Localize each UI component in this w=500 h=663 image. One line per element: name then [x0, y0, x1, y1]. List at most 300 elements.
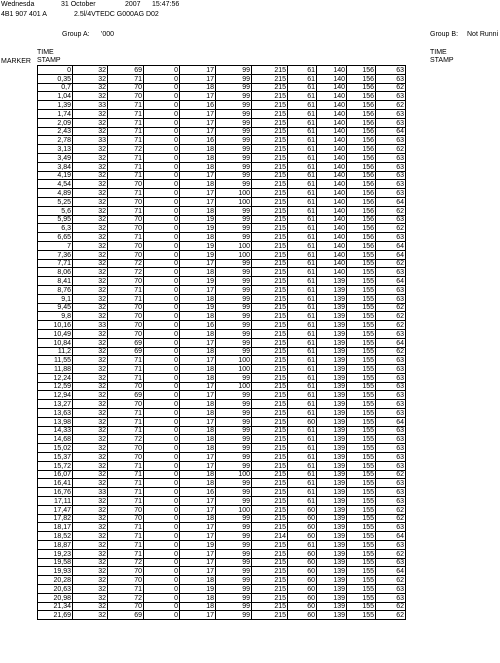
value-cell: 139 — [317, 558, 347, 567]
value-cell: 70 — [108, 505, 144, 514]
value-cell: 99 — [216, 541, 252, 550]
value-cell: 61 — [288, 356, 317, 365]
value-cell: 32 — [73, 611, 108, 620]
value-cell: 71 — [108, 523, 144, 532]
value-cell: 18 — [180, 593, 216, 602]
time-stamp-cell: 16,76 — [38, 488, 73, 497]
time-stamp-cell: 0,7 — [38, 83, 73, 92]
value-cell: 64 — [376, 277, 406, 286]
table-row — [38, 109, 406, 118]
time-stamp-cell: 4,54 — [38, 180, 73, 189]
value-cell: 99 — [216, 101, 252, 110]
value-cell: 99 — [216, 215, 252, 224]
value-cell: 99 — [216, 567, 252, 576]
table-row — [38, 224, 406, 233]
value-cell: 64 — [376, 338, 406, 347]
value-cell: 61 — [288, 329, 317, 338]
value-cell: 0 — [144, 197, 180, 206]
value-cell: 215 — [252, 400, 288, 409]
value-cell: 32 — [73, 338, 108, 347]
value-cell: 71 — [108, 488, 144, 497]
value-cell: 32 — [73, 576, 108, 585]
value-cell: 32 — [73, 66, 108, 75]
value-cell: 60 — [288, 602, 317, 611]
value-cell: 62 — [376, 259, 406, 268]
value-cell: 0 — [144, 373, 180, 382]
time-stamp-cell: 8,76 — [38, 285, 73, 294]
value-cell: 63 — [376, 391, 406, 400]
value-cell: 32 — [73, 523, 108, 532]
value-cell: 215 — [252, 109, 288, 118]
value-cell: 99 — [216, 66, 252, 75]
value-cell: 18 — [180, 145, 216, 154]
table-row — [38, 189, 406, 198]
table-row — [38, 66, 406, 75]
table-row — [38, 101, 406, 110]
table-row — [38, 312, 406, 321]
value-cell: 62 — [376, 611, 406, 620]
table-row — [38, 83, 406, 92]
value-cell: 215 — [252, 505, 288, 514]
value-cell: 69 — [108, 347, 144, 356]
value-cell: 72 — [108, 259, 144, 268]
time-stamp-cell: 9,1 — [38, 294, 73, 303]
time-stamp-cell: 16,07 — [38, 470, 73, 479]
value-cell: 99 — [216, 444, 252, 453]
value-cell: 17 — [180, 532, 216, 541]
value-cell: 215 — [252, 277, 288, 286]
table-row — [38, 497, 406, 506]
value-cell: 63 — [376, 356, 406, 365]
value-cell: 140 — [317, 189, 347, 198]
value-cell: 64 — [376, 532, 406, 541]
value-cell: 139 — [317, 444, 347, 453]
value-cell: 139 — [317, 523, 347, 532]
value-cell: 63 — [376, 497, 406, 506]
value-cell: 17 — [180, 171, 216, 180]
value-cell: 0 — [144, 83, 180, 92]
value-cell: 215 — [252, 602, 288, 611]
value-cell: 63 — [376, 523, 406, 532]
value-cell: 70 — [108, 453, 144, 462]
value-cell: 0 — [144, 593, 180, 602]
value-cell: 215 — [252, 321, 288, 330]
value-cell: 139 — [317, 470, 347, 479]
value-cell: 0 — [144, 162, 180, 171]
value-cell: 18 — [180, 180, 216, 189]
value-cell: 71 — [108, 417, 144, 426]
time-stamp-cell: 4,89 — [38, 189, 73, 198]
value-cell: 61 — [288, 241, 317, 250]
value-cell: 71 — [108, 479, 144, 488]
value-cell: 0 — [144, 338, 180, 347]
value-cell: 155 — [347, 461, 376, 470]
value-cell: 60 — [288, 593, 317, 602]
value-cell: 139 — [317, 532, 347, 541]
value-cell: 155 — [347, 285, 376, 294]
value-cell: 140 — [317, 180, 347, 189]
value-cell: 0 — [144, 66, 180, 75]
value-cell: 17 — [180, 549, 216, 558]
value-cell: 215 — [252, 303, 288, 312]
value-cell: 70 — [108, 321, 144, 330]
time-stamp-cell: 2,09 — [38, 118, 73, 127]
value-cell: 0 — [144, 558, 180, 567]
value-cell: 32 — [73, 109, 108, 118]
value-cell: 17 — [180, 338, 216, 347]
year-label: 2007 — [125, 1, 141, 8]
value-cell: 156 — [347, 171, 376, 180]
value-cell: 155 — [347, 497, 376, 506]
value-cell: 156 — [347, 136, 376, 145]
value-cell: 140 — [317, 197, 347, 206]
value-cell: 32 — [73, 118, 108, 127]
table-row — [38, 206, 406, 215]
value-cell: 62 — [376, 312, 406, 321]
time-stamp-cell: 3,13 — [38, 145, 73, 154]
value-cell: 72 — [108, 268, 144, 277]
value-cell: 17 — [180, 109, 216, 118]
value-cell: 155 — [347, 567, 376, 576]
time-stamp-cell: 13,98 — [38, 417, 73, 426]
value-cell: 99 — [216, 277, 252, 286]
value-cell: 63 — [376, 118, 406, 127]
value-cell: 63 — [376, 435, 406, 444]
measurement-table-body — [38, 66, 406, 620]
value-cell: 99 — [216, 514, 252, 523]
value-cell: 16 — [180, 321, 216, 330]
value-cell: 215 — [252, 83, 288, 92]
value-cell: 61 — [288, 197, 317, 206]
value-cell: 0 — [144, 180, 180, 189]
value-cell: 140 — [317, 224, 347, 233]
value-cell: 64 — [376, 250, 406, 259]
value-cell: 62 — [376, 83, 406, 92]
value-cell: 71 — [108, 118, 144, 127]
time-stamp-cell: 7 — [38, 241, 73, 250]
value-cell: 155 — [347, 338, 376, 347]
value-cell: 60 — [288, 549, 317, 558]
value-cell: 61 — [288, 409, 317, 418]
value-cell: 18 — [180, 470, 216, 479]
table-row — [38, 391, 406, 400]
value-cell: 61 — [288, 268, 317, 277]
table-row — [38, 162, 406, 171]
value-cell: 215 — [252, 74, 288, 83]
value-cell: 0 — [144, 611, 180, 620]
time-stamp-cell: 1,74 — [38, 109, 73, 118]
value-cell: 99 — [216, 461, 252, 470]
value-cell: 72 — [108, 593, 144, 602]
table-row — [38, 171, 406, 180]
value-cell: 156 — [347, 241, 376, 250]
value-cell: 17 — [180, 66, 216, 75]
table-row — [38, 118, 406, 127]
time-stamp-cell: 21,69 — [38, 611, 73, 620]
value-cell: 32 — [73, 593, 108, 602]
value-cell: 71 — [108, 461, 144, 470]
value-cell: 70 — [108, 576, 144, 585]
value-cell: 33 — [73, 321, 108, 330]
value-cell: 99 — [216, 259, 252, 268]
value-cell: 215 — [252, 382, 288, 391]
value-cell: 17 — [180, 523, 216, 532]
time-stamp-cell: 10,84 — [38, 338, 73, 347]
value-cell: 61 — [288, 171, 317, 180]
value-cell: 63 — [376, 365, 406, 374]
table-row — [38, 532, 406, 541]
value-cell: 71 — [108, 285, 144, 294]
value-cell: 215 — [252, 541, 288, 550]
time-stamp-cell: 12,59 — [38, 382, 73, 391]
value-cell: 71 — [108, 206, 144, 215]
table-row — [38, 470, 406, 479]
value-cell: 63 — [376, 558, 406, 567]
value-cell: 155 — [347, 277, 376, 286]
value-cell: 17 — [180, 567, 216, 576]
value-cell: 140 — [317, 241, 347, 250]
time-stamp-cell: 8,06 — [38, 268, 73, 277]
value-cell: 99 — [216, 206, 252, 215]
time-stamp-cell: 8,41 — [38, 277, 73, 286]
value-cell: 69 — [108, 338, 144, 347]
value-cell: 63 — [376, 461, 406, 470]
value-cell: 63 — [376, 488, 406, 497]
table-row — [38, 321, 406, 330]
value-cell: 155 — [347, 470, 376, 479]
value-cell: 0 — [144, 382, 180, 391]
table-row — [38, 180, 406, 189]
value-cell: 155 — [347, 400, 376, 409]
value-cell: 32 — [73, 479, 108, 488]
value-cell: 60 — [288, 505, 317, 514]
time-stamp-cell: 15,37 — [38, 453, 73, 462]
value-cell: 215 — [252, 497, 288, 506]
value-cell: 0 — [144, 356, 180, 365]
value-cell: 71 — [108, 365, 144, 374]
value-cell: 99 — [216, 338, 252, 347]
value-cell: 32 — [73, 365, 108, 374]
value-cell: 215 — [252, 215, 288, 224]
value-cell: 99 — [216, 409, 252, 418]
value-cell: 215 — [252, 514, 288, 523]
value-cell: 17 — [180, 118, 216, 127]
table-row — [38, 277, 406, 286]
time-stamp-cell: 15,72 — [38, 461, 73, 470]
value-cell: 17 — [180, 611, 216, 620]
table-row — [38, 453, 406, 462]
value-cell: 0 — [144, 101, 180, 110]
value-cell: 99 — [216, 127, 252, 136]
value-cell: 18 — [180, 479, 216, 488]
value-cell: 32 — [73, 382, 108, 391]
value-cell: 32 — [73, 189, 108, 198]
value-cell: 99 — [216, 171, 252, 180]
value-cell: 17 — [180, 259, 216, 268]
value-cell: 32 — [73, 268, 108, 277]
value-cell: 61 — [288, 497, 317, 506]
value-cell: 99 — [216, 532, 252, 541]
value-cell: 0 — [144, 92, 180, 101]
value-cell: 139 — [317, 435, 347, 444]
table-row — [38, 611, 406, 620]
value-cell: 100 — [216, 356, 252, 365]
table-row — [38, 365, 406, 374]
value-cell: 99 — [216, 224, 252, 233]
value-cell: 32 — [73, 145, 108, 154]
value-cell: 0 — [144, 523, 180, 532]
value-cell: 215 — [252, 197, 288, 206]
value-cell: 61 — [288, 233, 317, 242]
value-cell: 155 — [347, 250, 376, 259]
time-stamp-cell: 13,27 — [38, 400, 73, 409]
value-cell: 62 — [376, 321, 406, 330]
table-row — [38, 338, 406, 347]
value-cell: 63 — [376, 215, 406, 224]
value-cell: 32 — [73, 241, 108, 250]
value-cell: 71 — [108, 233, 144, 242]
value-cell: 0 — [144, 259, 180, 268]
value-cell: 70 — [108, 312, 144, 321]
value-cell: 32 — [73, 206, 108, 215]
value-cell: 32 — [73, 602, 108, 611]
value-cell: 61 — [288, 321, 317, 330]
value-cell: 139 — [317, 365, 347, 374]
table-row — [38, 541, 406, 550]
value-cell: 63 — [376, 233, 406, 242]
time-stamp-cell: 5,6 — [38, 206, 73, 215]
value-cell: 60 — [288, 567, 317, 576]
value-cell: 63 — [376, 329, 406, 338]
value-cell: 71 — [108, 356, 144, 365]
value-cell: 0 — [144, 400, 180, 409]
value-cell: 155 — [347, 259, 376, 268]
time-stamp-header-left: TIME STAMP — [37, 49, 61, 64]
value-cell: 60 — [288, 576, 317, 585]
value-cell: 215 — [252, 611, 288, 620]
value-cell: 215 — [252, 329, 288, 338]
value-cell: 61 — [288, 444, 317, 453]
table-row — [38, 136, 406, 145]
value-cell: 99 — [216, 391, 252, 400]
value-cell: 63 — [376, 162, 406, 171]
table-row — [38, 153, 406, 162]
table-row — [38, 400, 406, 409]
value-cell: 0 — [144, 497, 180, 506]
value-cell: 63 — [376, 180, 406, 189]
value-cell: 100 — [216, 197, 252, 206]
value-cell: 215 — [252, 250, 288, 259]
time-stamp-cell: 12,24 — [38, 373, 73, 382]
value-cell: 0 — [144, 329, 180, 338]
value-cell: 0 — [144, 576, 180, 585]
value-cell: 100 — [216, 189, 252, 198]
value-cell: 62 — [376, 347, 406, 356]
value-cell: 70 — [108, 250, 144, 259]
value-cell: 0 — [144, 215, 180, 224]
value-cell: 71 — [108, 409, 144, 418]
value-cell: 70 — [108, 224, 144, 233]
value-cell: 63 — [376, 585, 406, 594]
value-cell: 215 — [252, 435, 288, 444]
table-row — [38, 435, 406, 444]
value-cell: 139 — [317, 400, 347, 409]
value-cell: 70 — [108, 567, 144, 576]
value-cell: 155 — [347, 549, 376, 558]
value-cell: 64 — [376, 417, 406, 426]
value-cell: 215 — [252, 153, 288, 162]
value-cell: 139 — [317, 514, 347, 523]
table-row — [38, 250, 406, 259]
value-cell: 156 — [347, 224, 376, 233]
value-cell: 139 — [317, 417, 347, 426]
value-cell: 63 — [376, 593, 406, 602]
value-cell: 18 — [180, 153, 216, 162]
measurement-table — [37, 65, 406, 620]
value-cell: 155 — [347, 558, 376, 567]
value-cell: 19 — [180, 541, 216, 550]
value-cell: 61 — [288, 83, 317, 92]
table-row — [38, 74, 406, 83]
time-stamp-cell: 21,34 — [38, 602, 73, 611]
value-cell: 99 — [216, 558, 252, 567]
time-stamp-cell: 10,16 — [38, 321, 73, 330]
marker-column-header: MARKER — [1, 58, 31, 65]
value-cell: 70 — [108, 400, 144, 409]
value-cell: 0 — [144, 285, 180, 294]
table-row — [38, 409, 406, 418]
value-cell: 18 — [180, 347, 216, 356]
value-cell: 155 — [347, 373, 376, 382]
time-stamp-cell: 11,55 — [38, 356, 73, 365]
value-cell: 16 — [180, 488, 216, 497]
value-cell: 0 — [144, 241, 180, 250]
value-cell: 140 — [317, 215, 347, 224]
value-cell: 17 — [180, 197, 216, 206]
value-cell: 60 — [288, 523, 317, 532]
value-cell: 139 — [317, 505, 347, 514]
value-cell: 32 — [73, 541, 108, 550]
value-cell: 18 — [180, 206, 216, 215]
value-cell: 99 — [216, 312, 252, 321]
table-row — [38, 488, 406, 497]
value-cell: 61 — [288, 153, 317, 162]
value-cell: 99 — [216, 373, 252, 382]
table-row — [38, 549, 406, 558]
value-cell: 100 — [216, 505, 252, 514]
value-cell: 32 — [73, 83, 108, 92]
time-stamp-cell: 19,93 — [38, 567, 73, 576]
table-row — [38, 259, 406, 268]
value-cell: 32 — [73, 74, 108, 83]
value-cell: 61 — [288, 66, 317, 75]
value-cell: 71 — [108, 541, 144, 550]
value-cell: 61 — [288, 162, 317, 171]
value-cell: 99 — [216, 83, 252, 92]
time-stamp-cell: 1,39 — [38, 101, 73, 110]
value-cell: 215 — [252, 576, 288, 585]
value-cell: 18 — [180, 576, 216, 585]
value-cell: 215 — [252, 268, 288, 277]
value-cell: 215 — [252, 426, 288, 435]
value-cell: 156 — [347, 215, 376, 224]
time-stamp-cell: 16,41 — [38, 479, 73, 488]
value-cell: 0 — [144, 505, 180, 514]
value-cell: 140 — [317, 171, 347, 180]
value-cell: 70 — [108, 92, 144, 101]
value-cell: 0 — [144, 514, 180, 523]
value-cell: 140 — [317, 153, 347, 162]
